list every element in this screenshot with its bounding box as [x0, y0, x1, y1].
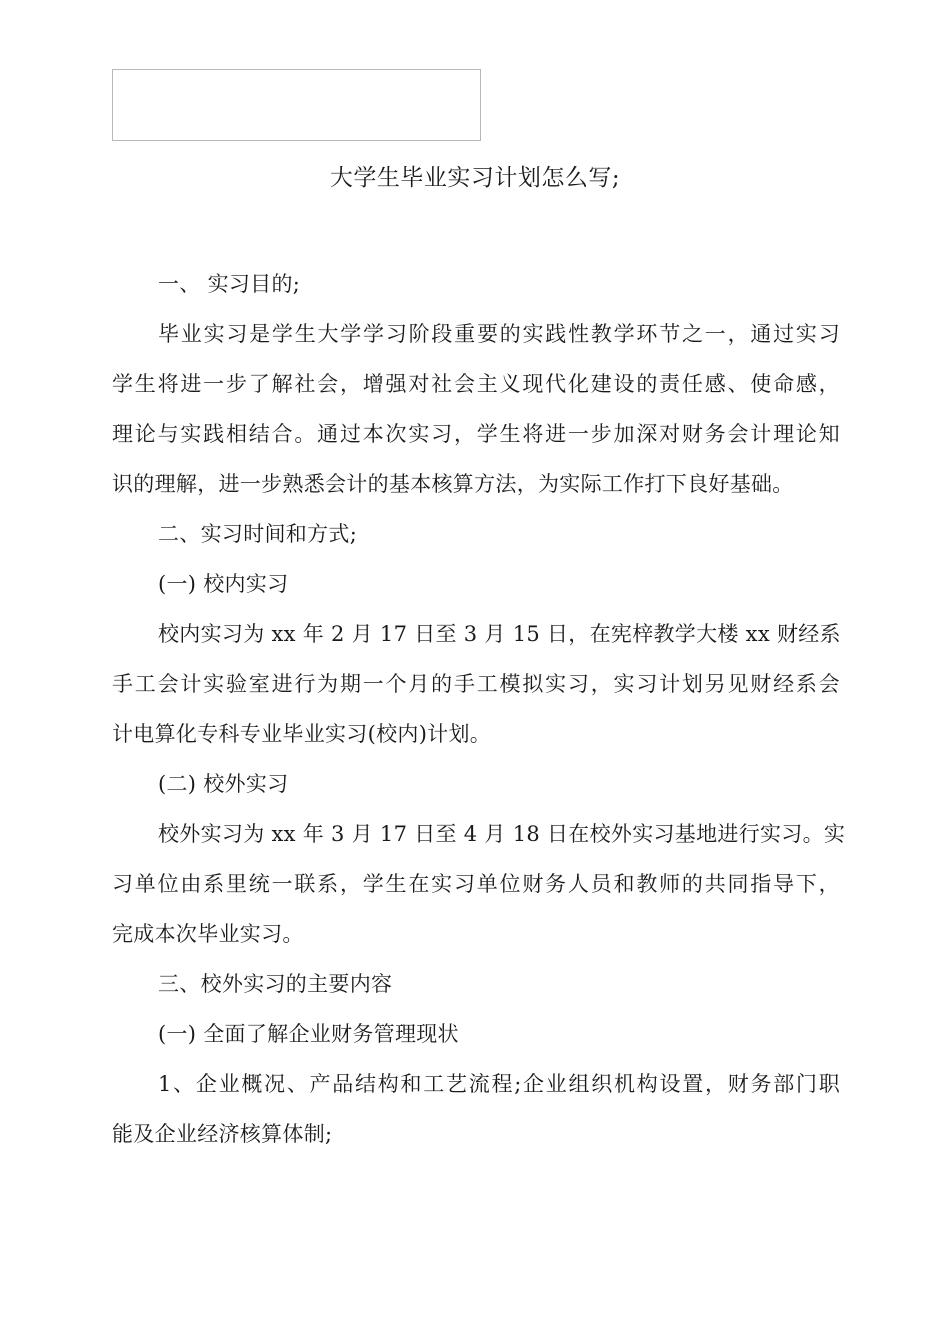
paragraph-line: 毕业实习是学生大学学习阶段重要的实践性教学环节之一，通过实习 — [158, 322, 840, 346]
paragraph-line: 学生将进一步了解社会，增强对社会主义现代化建设的责任感、使命感， — [112, 372, 840, 396]
paragraph-line: 手工会计实验室进行为期一个月的手工模拟实习，实习计划另见财经系会 — [112, 672, 840, 696]
subsection-heading-finance: (一) 全面了解企业财务管理现状 — [158, 1022, 459, 1046]
paragraph-line: 理论与实践相结合。通过本次实习，学生将进一步加深对财务会计理论知 — [112, 422, 840, 446]
paragraph-line: 1、企业概况、产品结构和工艺流程;企业组织机构设置，财务部门职 — [158, 1072, 840, 1096]
paragraph-line: 习单位由系里统一联系，学生在实习单位财务人员和教师的共同指导下， — [112, 872, 840, 896]
paragraph-line: 能及企业经济核算体制; — [112, 1122, 333, 1146]
section-heading-purpose: 一、 实习目的; — [158, 272, 301, 296]
paragraph-line: 校内实习为 xx 年 2 月 17 日至 3 月 15 日，在宪梓教学大楼 xx 财经系 — [158, 622, 841, 646]
paragraph-line: 计电算化专科专业毕业实习(校内)计划。 — [112, 722, 492, 746]
paragraph-line: 完成本次毕业实习。 — [112, 922, 304, 946]
document-title: 大学生毕业实习计划怎么写; — [329, 165, 621, 191]
subsection-heading-external: (二) 校外实习 — [158, 772, 289, 796]
document-body — [112, 259, 846, 1159]
subsection-heading-internal: (一) 校内实习 — [158, 572, 289, 596]
paragraph-line: 识的理解，进一步熟悉会计的基本核算方法，为实际工作打下良好基础。 — [112, 472, 794, 496]
header-placeholder-box — [112, 69, 481, 141]
paragraph-line: 校外实习为 xx 年 3 月 17 日至 4 月 18 日在校外实习基地进行实习。实 — [158, 822, 846, 846]
section-heading-time: 二、实习时间和方式; — [158, 522, 358, 546]
section-heading-content: 三、校外实习的主要内容 — [158, 972, 393, 996]
